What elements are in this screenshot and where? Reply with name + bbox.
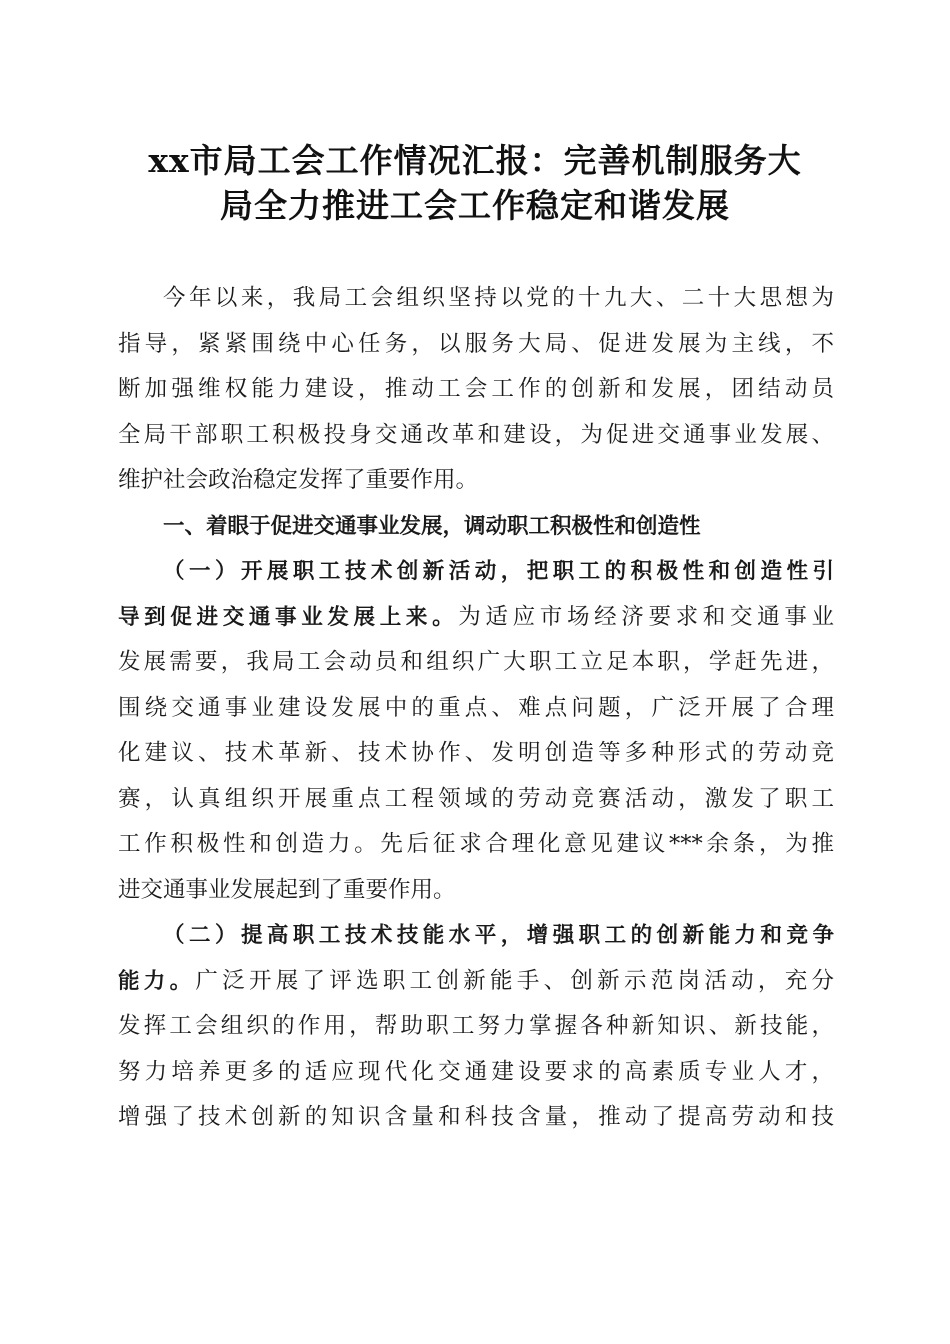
section-heading-1: 一、着眼于促进交通事业发展，调动职工积极性和创造性 <box>163 513 701 539</box>
sub1-line-1 <box>118 549 834 595</box>
sub1-line-2 <box>118 595 834 641</box>
sub1-line-6: 赛，认真组织开展重点工程领域的劳动竞赛活动，激发了职工 <box>118 785 834 812</box>
title-line-2: 局全力推进工会工作稳定和谐发展 <box>220 186 730 225</box>
sub1-line-3: 发展需要，我局工会动员和组织广大职工立足本职，学赶先进， <box>118 649 834 675</box>
sub1-line-2-rest: 为适应市场经济要求和交通事业 <box>458 603 834 630</box>
sub1-lead-2: 导到促进交通事业发展上来。 <box>118 604 459 630</box>
sub1-line-4: 围绕交通事业建设发展中的重点、难点问题，广泛开展了合理 <box>118 694 834 721</box>
sub1-lead-1: （一）开展职工技术创新活动，把职工的积极性和创造性引 <box>163 559 834 584</box>
sub1-line-7: 工作积极性和创造力。先后征求合理化意见建议***余条，为推 <box>118 831 834 857</box>
sub2-line-1 <box>118 913 834 959</box>
intro-line-1: 今年以来，我局工会组织坚持以党的十九大、二十大思想为 <box>163 285 834 311</box>
sub1-line-5: 化建议、技术革新、技术协作、发明创造等多种形式的劳动竞 <box>118 740 834 766</box>
sub2-line-2-rest: 广泛开展了评选职工创新能手、创新示范岗活动，充分 <box>195 967 834 994</box>
intro-line-3: 断加强维权能力建设，推动工会工作的创新和发展，团结动员 <box>118 376 834 402</box>
sub2-line-2 <box>118 959 834 1005</box>
sub2-line-4: 努力培养更多的适应现代化交通建设要求的高素质专业人才， <box>118 1058 834 1085</box>
intro-line-4: 全局干部职工积极投身交通改革和建设，为促进交通事业发展、 <box>118 421 834 448</box>
document-body <box>118 276 834 1141</box>
sub2-lead-2: 能力。 <box>118 968 196 994</box>
title-line-1: xx市局工会工作情况汇报：完善机制服务大 <box>148 141 802 180</box>
sub2-lead-1: （二）提高职工技术技能水平，增强职工的创新能力和竞争 <box>163 923 834 948</box>
document-title <box>100 138 850 228</box>
sub2-line-5: 增强了技术创新的知识含量和科技含量，推动了提高劳动和技 <box>118 1104 834 1130</box>
intro-line-5: 维护社会政治稳定发挥了重要作用。 <box>118 467 479 493</box>
sub1-line-8: 进交通事业发展起到了重要作用。 <box>118 876 456 903</box>
sub2-line-3: 发挥工会组织的作用，帮助职工努力掌握各种新知识、新技能， <box>118 1013 834 1039</box>
intro-line-2: 指导，紧紧围绕中心任务，以服务大局、促进发展为主线，不 <box>118 330 834 357</box>
